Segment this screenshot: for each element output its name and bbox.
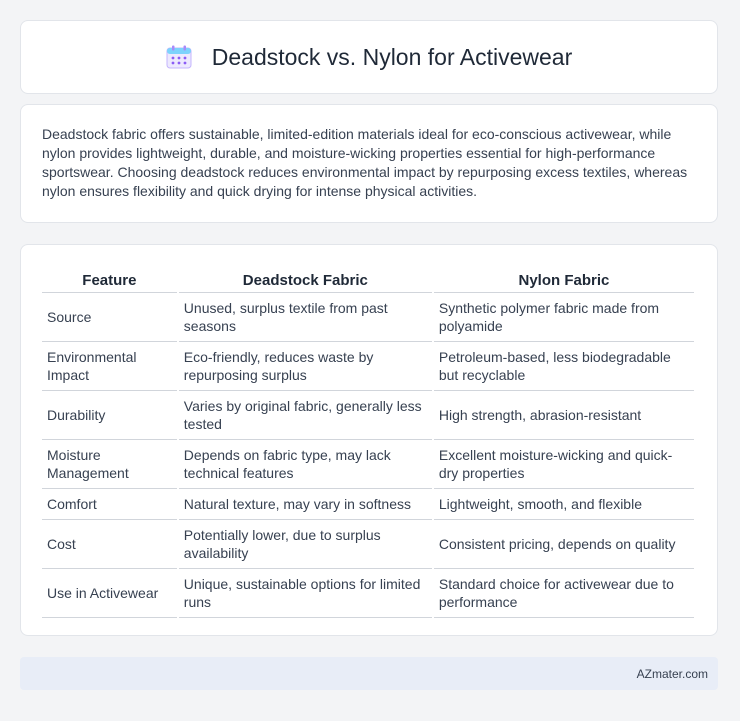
- feature-cell: Environmental Impact: [42, 342, 177, 391]
- table-row: [42, 391, 694, 440]
- feature-cell: Moisture Management: [42, 440, 177, 489]
- feature-cell: Durability: [42, 391, 177, 440]
- deadstock-cell: Unique, sustainable options for limited runs: [179, 569, 432, 618]
- table-row: [42, 440, 694, 489]
- deadstock-cell: Potentially lower, due to surplus availability: [179, 520, 432, 569]
- table-row: [42, 569, 694, 618]
- page-title: Deadstock vs. Nylon for Activewear: [211, 43, 573, 70]
- deadstock-cell: Varies by original fabric, generally less tested: [179, 391, 432, 440]
- table-row: [42, 489, 694, 520]
- nylon-cell: Lightweight, smooth, and flexible: [434, 489, 694, 520]
- intro-text: Deadstock fabric offers sustainable, limited-edition materials ideal for eco-conscious activewear, while nylon provides lightweight, durable, and moisture-wicking properties essential for high-performance sportswear. Choosing deadstock reduces environmental impact by repurposing excess textiles, whereas nylon ensures flexibility and quick drying for intense physical activities.: [42, 126, 688, 199]
- nylon-cell: Consistent pricing, depends on quality: [434, 520, 694, 569]
- feature-cell: Source: [42, 293, 177, 342]
- calendar-icon: [166, 45, 192, 69]
- table-row: [42, 520, 694, 569]
- deadstock-cell: Unused, surplus textile from past seasons: [179, 293, 432, 342]
- nylon-cell: Excellent moisture-wicking and quick-dry properties: [434, 440, 694, 489]
- deadstock-cell: Natural texture, may vary in softness: [179, 489, 432, 520]
- intro-card: [20, 104, 718, 223]
- footer-bar: [20, 657, 718, 690]
- footer-brand: AZmater.com: [636, 666, 708, 681]
- column-header-feature: Feature: [42, 265, 177, 293]
- header-card: [20, 20, 718, 94]
- nylon-cell: Synthetic polymer fabric made from polyamide: [434, 293, 694, 342]
- table-row: [42, 293, 694, 342]
- deadstock-cell: Depends on fabric type, may lack technical features: [179, 440, 432, 489]
- deadstock-cell: Eco-friendly, reduces waste by repurposing surplus: [179, 342, 432, 391]
- table-row: [42, 342, 694, 391]
- nylon-cell: Petroleum-based, less biodegradable but recyclable: [434, 342, 694, 391]
- nylon-cell: Standard choice for activewear due to performance: [434, 569, 694, 618]
- nylon-cell: High strength, abrasion-resistant: [434, 391, 694, 440]
- feature-cell: Cost: [42, 520, 177, 569]
- column-header-deadstock: Deadstock Fabric: [179, 265, 432, 293]
- feature-cell: Comfort: [42, 489, 177, 520]
- table-header-row: [42, 265, 694, 293]
- comparison-table: [40, 265, 696, 618]
- column-header-nylon: Nylon Fabric: [434, 265, 694, 293]
- comparison-card: [20, 244, 718, 636]
- feature-cell: Use in Activewear: [42, 569, 177, 618]
